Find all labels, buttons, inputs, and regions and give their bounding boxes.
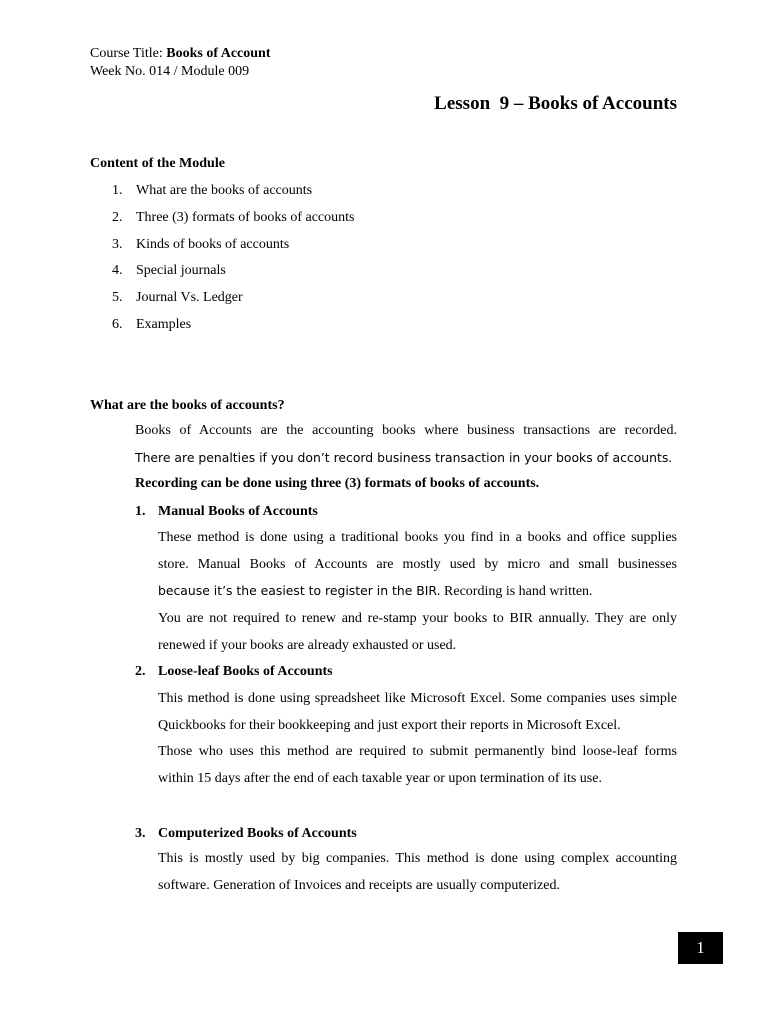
format-1-body [158, 525, 677, 660]
list-item: 1. What are the books of accounts [112, 183, 313, 198]
what-are-body [135, 418, 677, 498]
list-item: 3. Kinds of books of accounts [112, 236, 290, 252]
course-title-line [90, 46, 270, 62]
content-module-list [112, 182, 354, 343]
format-3-heading: 3. Computerized Books of Accounts [135, 826, 357, 841]
what-are-line-2: There are penalties if you don’t record business transaction in your books of accounts. [135, 449, 673, 465]
format-3-para-1: This is mostly used by big companies. This method is done using complex accounting software. Generation of Invoices and receipts are usually computerized. [158, 851, 677, 893]
content-module-heading: Content of the Module [90, 156, 225, 171]
format-2-para-2: Those who uses this method are required to submit permanently bind loose-leaf forms within 15 days after the end of each taxable year or upon termination of its use. [158, 744, 677, 787]
list-item: 2. Three (3) formats of books of accounts [112, 209, 355, 225]
format-1-para-2: You are not required to renew and re-stamp your books to BIR annually. They are only renewed if your books are already exhausted or used. [158, 611, 677, 653]
format-1-line-1: These method is done using a traditional books you find in a books and office supplies [158, 530, 677, 545]
lesson-title: Lesson 9 – Books of Accounts [434, 93, 677, 114]
page-number: 1 [678, 932, 723, 964]
format-1-line-2: store. Manual Books of Accounts are mostly used by micro and small businesses [158, 556, 677, 572]
formats-intro: Recording can be done using three (3) formats of books of accounts. [135, 476, 540, 492]
format-2-para-1: This method is done using spreadsheet like Microsoft Excel. Some companies uses simple Quickbooks for their bookkeeping and just export their reports in Microsoft Excel. [158, 691, 677, 733]
format-1-line-3: because it’s the easiest to register in the BIR. Recording is hand written. [158, 583, 593, 600]
what-are-line-1: Books of Accounts are the accounting books where business transactions are recorded. [135, 423, 677, 438]
week-module-line: Week No. 014 / Module 009 [90, 64, 250, 79]
format-3-body [158, 846, 677, 899]
what-are-heading: What are the books of accounts? [90, 398, 285, 413]
course-title-label: Course Title: [90, 46, 167, 61]
format-2-heading: 2. Loose-leaf Books of Accounts [135, 664, 333, 679]
list-item: 6. Examples [112, 316, 192, 332]
course-title-value: Books of Account [166, 46, 271, 61]
format-2-body [158, 686, 677, 793]
list-item: 4. Special journals [112, 263, 226, 279]
list-item: 5. Journal Vs. Ledger [112, 290, 243, 306]
format-1-heading: 1. Manual Books of Accounts [135, 504, 318, 519]
